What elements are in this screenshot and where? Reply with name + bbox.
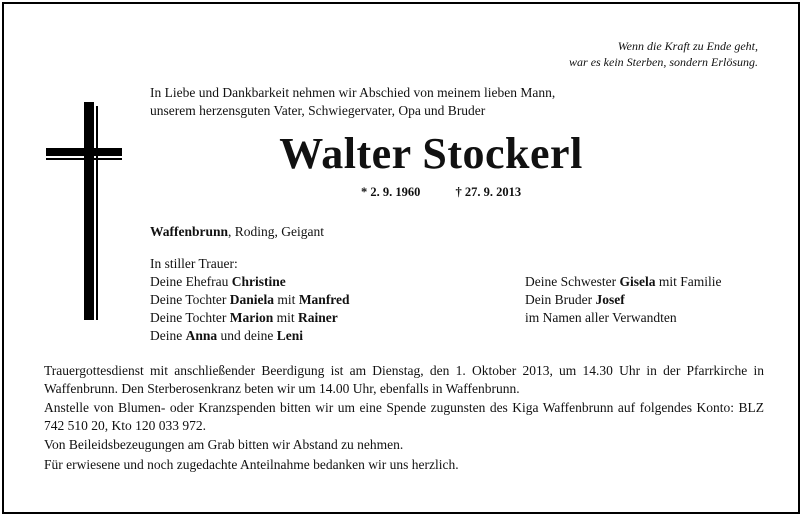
- mourner-relation: im Namen aller Verwandten: [525, 310, 677, 325]
- mourners-right: [525, 273, 721, 327]
- deceased-name: Walter Stockerl: [279, 129, 583, 178]
- paragraph: Anstelle von Blumen- oder Kranzspenden bitten wir um eine Spende zugunsten des Kiga Waffenbrunn auf folgendes Konto: BLZ 742 510 20, Kto 120 033 972.: [44, 400, 764, 433]
- obituary-notice: [2, 2, 800, 514]
- paragraph: Von Beileidsbezeugungen am Grab bitten wir Abstand zu nehmen.: [44, 437, 404, 452]
- mourner-partner-name: Rainer: [298, 310, 338, 325]
- mourner-line: [525, 291, 721, 309]
- mourner-partner-name: Manfred: [298, 292, 350, 307]
- place-main: Waffenbrunn: [150, 224, 229, 239]
- mourner-relation: Deine Tochter: [150, 292, 230, 307]
- mourners-left: [150, 255, 350, 345]
- intro-text: [150, 84, 555, 120]
- mourner-name: Gisela: [619, 274, 656, 289]
- place-line: [150, 224, 324, 240]
- mourner-connector: und deine: [217, 328, 277, 343]
- mourner-line: [525, 309, 721, 327]
- mourner-partner-name: Leni: [276, 328, 304, 343]
- life-dates: [361, 185, 553, 200]
- motto-quote: [569, 38, 758, 70]
- mourner-line: [525, 273, 721, 291]
- death-date: † 27. 9. 2013: [455, 185, 522, 199]
- intro-line-1: In Liebe und Dankbarkeit nehmen wir Abschied von meinem lieben Mann,: [150, 85, 556, 100]
- service-details: [44, 362, 764, 475]
- mourner-name: Christine: [231, 274, 286, 289]
- birth-date: * 2. 9. 1960: [361, 185, 421, 199]
- mourner-relation: Deine Schwester: [525, 274, 620, 289]
- mourner-connector: mit: [273, 310, 299, 325]
- mourner-relation: Deine Ehefrau: [150, 274, 232, 289]
- place-rest: , Roding, Geigant: [228, 224, 325, 239]
- mourner-name: Josef: [595, 292, 625, 307]
- mourner-name: Anna: [185, 328, 218, 343]
- intro-line-2: unserem herzensguten Vater, Schwiegervater, Opa und Bruder: [150, 103, 486, 118]
- mourner-line: [150, 291, 350, 309]
- mourner-name: Daniela: [229, 292, 275, 307]
- mourner-relation: Deine: [150, 328, 186, 343]
- mourner-suffix: mit Familie: [655, 274, 722, 289]
- paragraph: Trauergottesdienst mit anschließender Beerdigung ist am Dienstag, den 1. Oktober 2013, um 14.30 Uhr in der Pfarrkirche in Waffenbrunn. Den Sterberosenkranz beten wir um 14.00 Uhr, ebenfalls in Waffenbrunn.: [44, 363, 764, 396]
- mourner-name: Marion: [229, 310, 274, 325]
- mourners-heading: In stiller Trauer:: [150, 256, 238, 271]
- paragraph: Für erwiesene und noch zugedachte Anteilnahme bedanken wir uns herzlich.: [44, 456, 459, 472]
- mourner-connector: mit: [274, 292, 299, 307]
- mourner-relation: Dein Bruder: [525, 292, 596, 307]
- mourner-line: [150, 309, 350, 327]
- mourner-relation: Deine Tochter: [150, 310, 230, 325]
- motto-line-2: war es kein Sterben, sondern Erlösung.: [569, 55, 758, 69]
- mourner-line: [150, 273, 350, 291]
- motto-line-1: Wenn die Kraft zu Ende geht,: [617, 39, 758, 53]
- mourner-line: [150, 327, 350, 345]
